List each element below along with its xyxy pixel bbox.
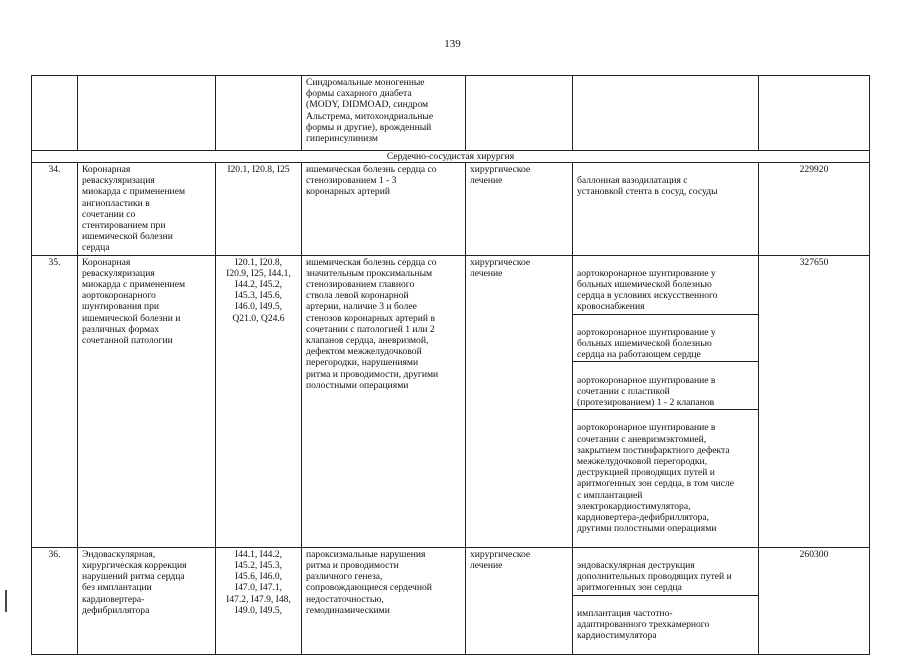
cell-name: Коронарная реваскуляризация миокарда с применением аортокоронарного шунтирования при ишемической болезни и различных формах сочетанной патологии: [78, 255, 216, 547]
cell-method: [573, 547, 759, 654]
table-row: [32, 255, 870, 547]
cell-price: 260300: [759, 547, 870, 654]
method-item: аортокоронарное шунтирование у больных ишемической болезнью сердца на работающем сердце: [573, 326, 758, 363]
cell-codes: [216, 76, 302, 151]
cell-method: [573, 163, 759, 256]
cell-method: [573, 255, 759, 547]
cell-num: 35.: [32, 255, 78, 547]
cell-price: 327650: [759, 255, 870, 547]
cell-num: 34.: [32, 163, 78, 256]
method-item: аортокоронарное шунтирование у больных ишемической болезнью сердца в условиях искусственного кровоснабжения: [573, 267, 758, 315]
cell-treatment: хирургическое лечение: [466, 547, 573, 654]
cell-name: Эндоваскулярная, хирургическая коррекция нарушений ритма сердца без имплантации кардиовертера- дефибриллятора: [78, 547, 216, 654]
method-item: баллонная вазодилатация с установкой стента в сосуд, сосуды: [577, 175, 718, 198]
section-title: Сердечно-сосудистая хирургия: [32, 151, 870, 163]
cell-treatment: хирургическое лечение: [466, 163, 573, 256]
services-table: [31, 75, 870, 655]
cell-codes: I20.1, I20.8, I20.9, I25, I44.1, I44.2, I45.2, I45.3, I45.6, I46.0, I49.5, Q21.0, Q24.6: [216, 255, 302, 547]
cell-codes: I44.1, I44.2, I45.2, I45.3, I45.6, I46.0, I47.0, I47.1, I47.2, I47.9, I48, I49.0, I49.5,: [216, 547, 302, 654]
section-header-row: [32, 151, 870, 163]
method-item: эндоваскулярная деструкция дополнительных проводящих путей и аритмогенных зон сердца: [573, 559, 758, 596]
margin-mark: [5, 590, 7, 612]
cell-patient-model: ишемическая болезнь сердца со значительным проксимальным стенозированием главного ствола левой коронарной артерии, наличие 3 и более стенозов коронарных артерий в сочетании с патологией 1 или 2 клапанов сердца, аневризмой, дефектом межжелудочковой перегородки, нарушениями ритма и проводимости, другими полостными операциями: [302, 255, 466, 547]
cell-patient-model: пароксизмальные нарушения ритма и проводимости различного генеза, сопровождающиеся сердечной недостаточностью, гемодинамическими: [302, 547, 466, 654]
cell-num: [32, 76, 78, 151]
cell-name: [78, 76, 216, 151]
cell-price: 229920: [759, 163, 870, 256]
cell-treatment: [466, 76, 573, 151]
document-table-area: [31, 75, 869, 642]
cell-treatment: хирургическое лечение: [466, 255, 573, 547]
page-number: 139: [444, 38, 461, 50]
cell-name: Коронарная реваскуляризация миокарда с применением ангиопластики в сочетании со стентированием при ишемической болезни сердца: [78, 163, 216, 256]
method-item: имплантация частотно- адаптированного трехкамерного кардиостимулятора: [577, 607, 710, 642]
cell-num: 36.: [32, 547, 78, 654]
cell-codes: I20.1, I20.8, I25: [216, 163, 302, 256]
method-item: аортокоронарное шунтирование в сочетании с аневризмэктомией, закрытием постинфарктного дефекта межжелудочковой перегородки, деструкцией проводящих путей и аритмогенных зон сердца, в том числе с имплантацией электрокардиостимулятора, кардиовертера-дефибриллятора, другими полостными операциями: [577, 422, 735, 535]
table-row: [32, 76, 870, 151]
cell-method: [573, 76, 759, 151]
cell-price: [759, 76, 870, 151]
cell-patient-model: Синдромальные моногенные формы сахарного диабета (MODY, DIDMOAD, синдром Альстрема, митохондриальные формы и другие), врожденный гиперинсулинизм: [302, 76, 466, 151]
method-item: аортокоронарное шунтирование в сочетании с пластикой (протезированием) 1 - 2 клапанов: [573, 374, 758, 411]
cell-patient-model: ишемическая болезнь сердца со стенозированием 1 - 3 коронарных артерий: [302, 163, 466, 256]
table-row: [32, 163, 870, 256]
table-row: [32, 547, 870, 654]
